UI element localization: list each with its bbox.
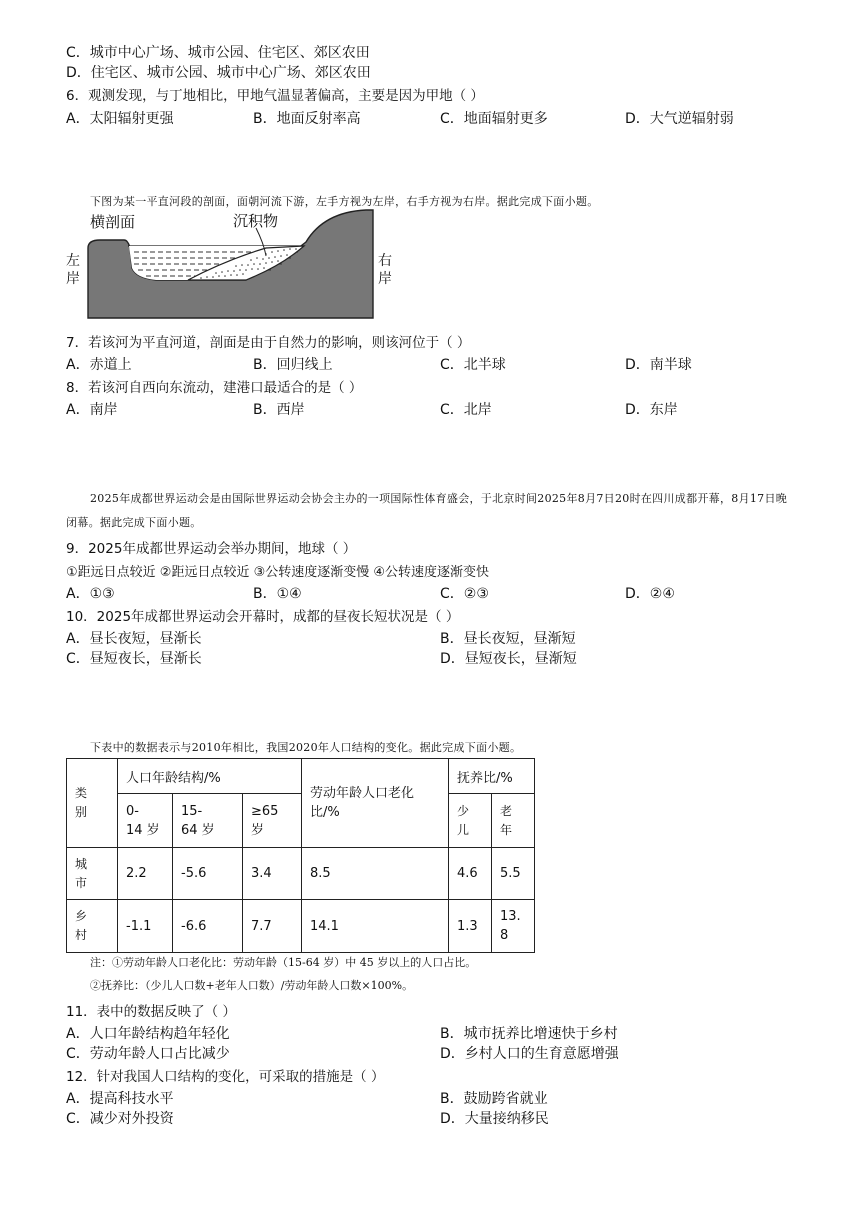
q9-statements: ①距远日点较近 ②距远日点较近 ③公转速度逐渐变慢 ④公转速度逐渐变快 [66, 565, 490, 580]
q7-stem: 7．若该河为平直河道，剖面是由于自然力的影响，则该河位于（ ） [66, 335, 471, 351]
cell-15-64: -5.6 [173, 848, 243, 900]
cell-child: 1.3 [449, 900, 492, 953]
header-age-0-14: 0- 14 岁 [118, 794, 173, 848]
q12-option-d: D．大量接纳移民 [440, 1111, 549, 1127]
river-intro: 下图为某一平直河段的剖面，面朝河流下游，左手方视为左岸，右手方视为右岸。据此完成下面小题。 [90, 195, 599, 208]
cell-15-64: -6.6 [173, 900, 243, 953]
q11-option-d: D．乡村人口的生育意愿增强 [440, 1046, 619, 1062]
games-intro-line1: 2025年成都世界运动会是由国际世界运动会协会主办的一项国际性体育盛会，于北京时间2025年8月7日20时在四川成都开幕，8月17日晚 [90, 492, 788, 505]
q9-option-d: D．②④ [625, 586, 675, 602]
q8-option-c: C．北岸 [440, 402, 492, 418]
q8-option-a: A．南岸 [66, 402, 118, 418]
q12-option-a: A．提高科技水平 [66, 1091, 174, 1107]
q9-option-a: A．①③ [66, 586, 115, 602]
cell-65-plus: 3.4 [243, 848, 302, 900]
q10-option-b: B．昼长夜短，昼渐短 [440, 631, 576, 647]
games-intro-line2: 闭幕。据此完成下面小题。 [66, 516, 202, 529]
header-age-65-plus: ≥65 岁 [243, 794, 302, 848]
table-note-2: ②抚养比：（少儿人口数+老年人口数）/劳动年龄人口数×100%。 [90, 979, 414, 992]
q10-option-c: C．昼短夜长，昼渐长 [66, 651, 202, 667]
cell-aging-ratio: 14.1 [302, 900, 449, 953]
header-category: 类 别 [67, 759, 118, 848]
deposit-label: 沉积物 [233, 212, 279, 230]
left-bank-label: 左 岸 [66, 253, 80, 287]
q12-stem: 12．针对我国人口结构的变化，可采取的措施是（ ） [66, 1069, 385, 1085]
table-note-1: 注：①劳动年龄人口老化比：劳动年龄（15-64 岁）中 45 岁以上的人口占比。 [90, 956, 477, 969]
cell-elderly: 13. 8 [492, 900, 535, 953]
population-table [66, 758, 535, 953]
q9-option-c: C．②③ [440, 586, 489, 602]
q6-option-a: A．太阳辐射更强 [66, 111, 174, 127]
header-dependency-ratio: 抚养比/% [449, 759, 535, 794]
q10-option-d: D．昼短夜长，昼渐短 [440, 651, 577, 667]
population-intro: 下表中的数据表示与2010年相比，我国2020年人口结构的变化。据此完成下面小题。 [90, 741, 522, 754]
q12-option-c: C．减少对外投资 [66, 1111, 174, 1127]
q6-option-b: B．地面反射率高 [253, 111, 361, 127]
q8-option-b: B．西岸 [253, 402, 305, 418]
q9-stem: 9．2025年成都世界运动会举办期间，地球（ ） [66, 541, 357, 557]
cell-0-14: 2.2 [118, 848, 173, 900]
q10-option-a: A．昼长夜短，昼渐长 [66, 631, 202, 647]
row-label: 城 市 [67, 848, 118, 900]
q6-stem: 6．观测发现，与丁地相比，甲地气温显著偏高，主要是因为甲地（ ） [66, 88, 484, 104]
q11-stem: 11．表中的数据反映了（ ） [66, 1004, 236, 1020]
q11-option-b: B．城市抚养比增速快于乡村 [440, 1026, 618, 1042]
cell-65-plus: 7.7 [243, 900, 302, 953]
cell-child: 4.6 [449, 848, 492, 900]
q7-option-d: D．南半球 [625, 357, 692, 373]
q7-option-b: B．回归线上 [253, 357, 333, 373]
q8-option-d: D．东岸 [625, 402, 678, 418]
right-bank-label: 右 岸 [378, 253, 392, 287]
cell-0-14: -1.1 [118, 900, 173, 953]
q7-option-a: A．赤道上 [66, 357, 132, 373]
header-elderly: 老 年 [492, 794, 535, 848]
q8-stem: 8．若该河自西向东流动，建港口最适合的是（ ） [66, 380, 363, 396]
q5-option-d: D．住宅区、城市公园、城市中心广场、郊区农田 [66, 65, 371, 81]
figure-title: 横剖面 [90, 213, 136, 231]
cell-elderly: 5.5 [492, 848, 535, 900]
table-row [67, 848, 535, 900]
row-label: 乡 村 [67, 900, 118, 953]
q10-stem: 10．2025年成都世界运动会开幕时，成都的昼夜长短状况是（ ） [66, 609, 460, 625]
q7-option-c: C．北半球 [440, 357, 506, 373]
q9-option-b: B．①④ [253, 586, 302, 602]
q11-option-c: C．劳动年龄人口占比减少 [66, 1046, 230, 1062]
cell-aging-ratio: 8.5 [302, 848, 449, 900]
q6-option-d: D．大气逆辐射弱 [625, 111, 734, 127]
q11-option-a: A．人口年龄结构趋年轻化 [66, 1026, 230, 1042]
header-child: 少 儿 [449, 794, 492, 848]
header-age-structure: 人口年龄结构/% [118, 759, 302, 794]
table-row [67, 900, 535, 953]
q12-option-b: B．鼓励跨省就业 [440, 1091, 548, 1107]
q6-option-c: C．地面辐射更多 [440, 111, 548, 127]
header-age-15-64: 15- 64 岁 [173, 794, 243, 848]
header-aging-ratio: 劳动年龄人口老化 比/% [302, 759, 449, 848]
q5-option-c: C．城市中心广场、城市公园、住宅区、郊区农田 [66, 45, 370, 61]
